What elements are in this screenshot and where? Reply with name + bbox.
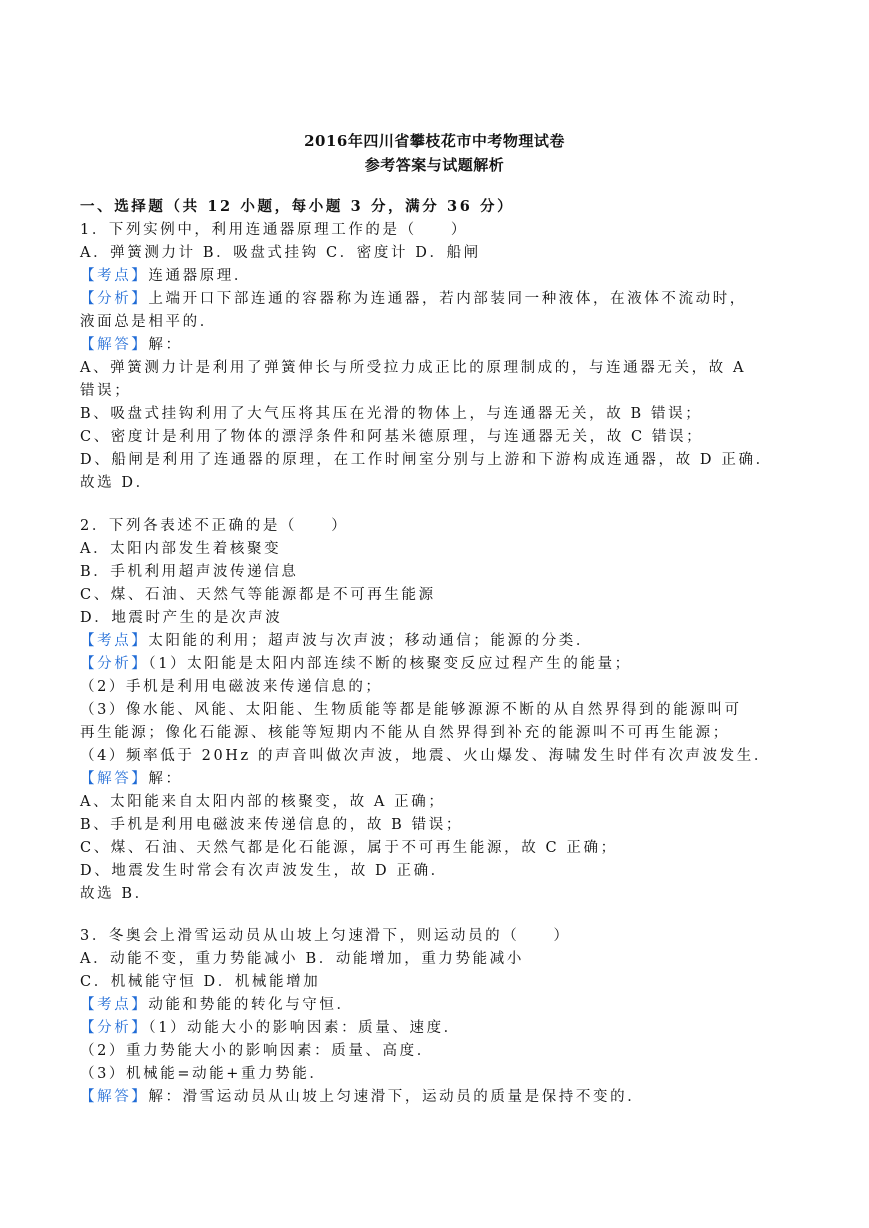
jieda-tag: 【解答】	[80, 771, 149, 787]
jieda-tag: 【解答】	[80, 1089, 149, 1105]
question-2-final: 故选 B．	[80, 886, 152, 902]
fenxi-tag: 【分析】	[80, 291, 149, 307]
question-3-jieda	[80, 1087, 800, 1107]
fenxi-text: 上端开口下部连通的容器称为连通器，若内部装同一种液体，在液体不流动时，	[148, 291, 747, 307]
question-1-answer-a: A、弹簧测力计是利用了弹簧伸长与所受拉力成正比的原理制成的，与连通器无关，故 A	[80, 360, 747, 376]
jieda-text: 解：	[148, 771, 183, 787]
question-1-fenxi-cont: 液面总是相平的．	[80, 314, 217, 330]
kaodian-tag: 【考点】	[80, 997, 149, 1013]
question-2-fenxi-4: 再生能源；像化石能源、核能等短期内不能从自然界得到补充的能源叫不可再生能源；	[80, 725, 730, 741]
kaodian-text: 太阳能的利用；超声波与次声波；移动通信；能源的分类．	[148, 633, 594, 649]
question-2-answer-b: B、手机是利用电磁波来传递信息的，故 B 错误；	[80, 817, 463, 833]
question-2-fenxi-3: （3）像水能、风能、太阳能、生物质能等都是能够源源不断的从自然界得到的能源叫可	[80, 702, 742, 718]
question-3-options-ab: A．动能不变，重力势能减小 B．动能增加，重力势能减小	[80, 951, 524, 967]
question-3-options-cd: C．机械能守恒 D．机械能增加	[80, 974, 321, 990]
question-2-answer-c: C、煤、石油、天然气都是化石能源，属于不可再生能源，故 C 正确；	[80, 840, 618, 856]
question-1-answer-a-cont: 错误；	[80, 383, 132, 399]
question-2-stem: 2．下列各表述不正确的是（ ）	[80, 518, 349, 534]
fenxi-text: （1）动能大小的影响因素：质量、速度．	[148, 1020, 461, 1036]
question-2-kaodian	[80, 631, 800, 651]
kaodian-tag: 【考点】	[80, 268, 149, 284]
question-1-final: 故选 D．	[80, 475, 153, 491]
kaodian-tag: 【考点】	[80, 633, 149, 649]
question-2-fenxi	[80, 654, 800, 674]
question-2-fenxi-5: （4）频率低于 20Hz 的声音叫做次声波，地震、火山爆发、海啸发生时伴有次声波发生．	[80, 748, 771, 764]
jieda-tag: 【解答】	[80, 337, 149, 353]
question-3-fenxi-2: （2）重力势能大小的影响因素：质量、高度．	[80, 1043, 434, 1059]
question-2-option-b: B．手机利用超声波传递信息	[80, 564, 299, 580]
question-2-answer-d: D、地震发生时常会有次声波发生，故 D 正确．	[80, 863, 448, 879]
question-1-jieda	[80, 335, 800, 355]
question-1-answer-c: C、密度计是利用了物体的漂浮条件和阿基米德原理，与连通器无关，故 C 错误；	[80, 429, 704, 445]
fenxi-tag: 【分析】	[80, 1020, 149, 1036]
question-3-fenxi-3: （3）机械能=动能+重力势能．	[80, 1066, 327, 1082]
question-3-kaodian	[80, 995, 800, 1015]
kaodian-text: 动能和势能的转化与守恒．	[148, 997, 354, 1013]
fenxi-tag: 【分析】	[80, 656, 149, 672]
fenxi-text: （1）太阳能是太阳内部连续不断的核聚变反应过程产生的能量；	[148, 656, 632, 672]
section-heading: 一、选择题（共 12 小题，每小题 3 分，满分 36 分）	[80, 198, 515, 215]
question-3-stem: 3．冬奥会上滑雪运动员从山坡上匀速滑下，则运动员的（ ）	[80, 928, 571, 944]
question-2-option-d: D．地震时产生的是次声波	[80, 610, 283, 626]
document-subtitle: 参考答案与试题解析	[364, 156, 505, 174]
jieda-text: 解：滑雪运动员从山坡上匀速滑下，运动员的质量是保持不变的．	[148, 1089, 645, 1105]
kaodian-text: 连通器原理．	[148, 268, 252, 284]
question-1-options: A．弹簧测力计 B．吸盘式挂钩 C．密度计 D．船闸	[80, 245, 481, 261]
question-2-jieda	[80, 769, 800, 789]
question-2-option-a: A．太阳内部发生着核聚变	[80, 541, 282, 557]
question-1-answer-d: D、船闸是利用了连通器的原理，在工作时闸室分别与上游和下游构成连通器，故 D 正确．	[80, 452, 773, 468]
question-2-option-c: C、煤、石油、天然气等能源都是不可再生能源	[80, 587, 436, 603]
question-3-fenxi	[80, 1018, 800, 1038]
question-1-stem: 1．下列实例中，利用连通器原理工作的是（ ）	[80, 222, 469, 238]
question-2-answer-a: A、太阳能来自太阳内部的核聚变，故 A 正确；	[80, 794, 446, 810]
document-title: 2016年四川省攀枝花市中考物理试卷	[304, 132, 565, 150]
question-1-answer-b: B、吸盘式挂钩利用了大气压将其压在光滑的物体上，与连通器无关，故 B 错误；	[80, 406, 703, 422]
question-1-kaodian	[80, 266, 800, 286]
question-2-fenxi-2: （2）手机是利用电磁波来传递信息的；	[80, 679, 383, 695]
jieda-text: 解：	[148, 337, 183, 353]
question-1-fenxi	[80, 289, 800, 309]
